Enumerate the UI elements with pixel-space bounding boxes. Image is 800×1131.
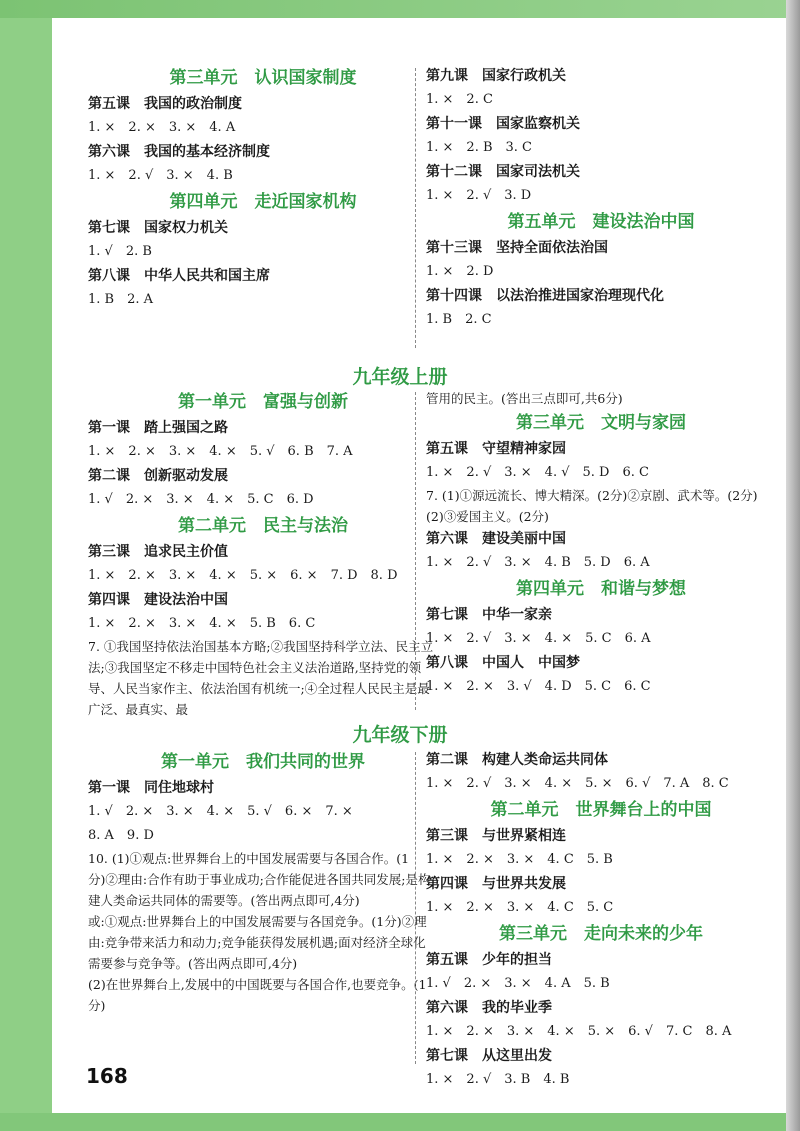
unit-heading: 第二单元 民主与法治 — [178, 516, 348, 536]
answer-line: 1. × 2. × 3. × 4. C 5. C — [426, 900, 614, 915]
answer-line: 1. × 2. √ 3. × 4. × 5. C 6. A — [426, 631, 651, 646]
answer-line: 1. × 2. × 3. √ 4. D 5. C 6. C — [426, 679, 651, 694]
answer-paragraph: (2)③爱国主义。(2分) — [426, 509, 549, 524]
unit-heading: 第四单元 和谐与梦想 — [516, 579, 686, 599]
grade-title-lower: 九年级下册 — [352, 724, 448, 746]
answer-line: 1. √ 2. × 3. × 4. × 5. C 6. D — [88, 492, 314, 507]
page-number: 168 — [86, 1064, 128, 1088]
section1-right-column — [426, 64, 776, 332]
lesson-title: 第二课 创新驱动发展 — [88, 468, 228, 484]
lesson-title: 第九课 国家行政机关 — [426, 68, 566, 84]
lesson-title: 第三课 与世界紧相连 — [426, 828, 566, 844]
lesson-title: 第三课 追求民主价值 — [88, 544, 228, 560]
answer-paragraph: 7. (1)①源远流长、博大精深。(2分)②京剧、武术等。(2分) — [426, 488, 758, 503]
answer-line: 1. × 2. B 3. C — [426, 140, 532, 155]
answer-paragraph: (2)在世界舞台上,发展中的中国既要与各国合作,也要竞争。(1分) — [88, 977, 427, 1013]
answer-line: 1. × 2. √ 3. × 4. B — [88, 168, 233, 183]
lesson-title: 第六课 我的毕业季 — [426, 1000, 552, 1016]
column-divider — [415, 392, 416, 710]
answer-paragraph: 10. (1)①观点:世界舞台上的中国发展需要与各国合作。(1分)②理由:合作有助于事业成功;合作能促进各国共同发展;是构建人类命运共同体的需要等。(答出两点即可,4分) — [88, 851, 431, 908]
column-divider — [415, 752, 416, 1064]
answer-line: 1. × 2. √ 3. D — [426, 188, 532, 203]
answer-line: 1. √ 2. × 3. × 4. × 5. √ 6. × 7. × — [88, 804, 353, 819]
unit-heading: 第四单元 走近国家机构 — [169, 192, 357, 212]
answer-paragraph: 管用的民主。(答出三点即可,共6分) — [426, 391, 623, 406]
lesson-title: 第四课 建设法治中国 — [88, 592, 228, 608]
lesson-title: 第十二课 国家司法机关 — [426, 164, 580, 180]
answer-line: 1. √ 2. B — [88, 244, 152, 259]
lesson-title: 第五课 守望精神家园 — [426, 441, 566, 457]
lesson-title: 第四课 与世界共发展 — [426, 876, 566, 892]
lesson-title: 第八课 中国人 中国梦 — [426, 655, 580, 671]
lesson-title: 第十三课 坚持全面依法治国 — [426, 240, 608, 256]
lesson-title: 第十四课 以法治推进国家治理现代化 — [426, 288, 664, 304]
unit-heading: 第五单元 建设法治中国 — [507, 212, 695, 232]
lesson-title: 第八课 中华人民共和国主席 — [88, 268, 270, 284]
lesson-title: 第十一课 国家监察机关 — [426, 116, 580, 132]
unit-heading: 第一单元 我们共同的世界 — [161, 752, 365, 772]
answer-line: 1. × 2. D — [426, 264, 494, 279]
answer-line: 1. × 2. × 3. × 4. C 5. B — [426, 852, 613, 867]
unit-heading: 第一单元 富强与创新 — [178, 392, 348, 412]
lesson-title: 第七课 从这里出发 — [426, 1048, 552, 1064]
answer-line: 1. × 2. √ 3. × 4. B 5. D 6. A — [426, 555, 650, 570]
unit-heading: 第三单元 走向未来的少年 — [499, 924, 703, 944]
lesson-title: 第五课 我国的政治制度 — [88, 96, 242, 112]
lesson-title: 第七课 中华一家亲 — [426, 607, 552, 623]
answer-line: 1. × 2. × 3. × 4. × 5. × 6. × 7. D 8. D — [88, 568, 398, 583]
section3-right-column — [426, 748, 776, 1092]
answer-line: 1. × 2. × 3. × 4. A — [88, 120, 236, 135]
lesson-title: 第二课 构建人类命运共同体 — [426, 752, 608, 768]
section1-left-column — [88, 64, 438, 312]
answer-paragraph: 7. ①我国坚持依法治国基本方略;②我国坚持科学立法、民主立法;③我国坚定不移走中国特色社会主义法治道路,坚持党的领导、人民当家作主、依法治国有机统一;④全过程人民民主是最广泛、最真实、最 — [88, 639, 434, 717]
answer-line: 1. × 2. √ 3. × 4. × 5. × 6. √ 7. A 8. C — [426, 776, 729, 791]
lesson-title: 第一课 同住地球村 — [88, 780, 214, 796]
unit-heading: 第三单元 文明与家园 — [516, 413, 686, 433]
answer-line: 1. B 2. C — [426, 312, 492, 327]
answer-line: 1. × 2. C — [426, 92, 493, 107]
section2-left-column — [88, 388, 438, 720]
lesson-title: 第七课 国家权力机关 — [88, 220, 228, 236]
answer-line: 1. √ 2. × 3. × 4. A 5. B — [426, 976, 610, 991]
lesson-title: 第一课 踏上强国之路 — [88, 420, 228, 436]
lesson-title: 第五课 少年的担当 — [426, 952, 552, 968]
answer-line: 1. × 2. √ 3. B 4. B — [426, 1072, 570, 1087]
lesson-title: 第六课 建设美丽中国 — [426, 531, 566, 547]
answer-line: 1. × 2. × 3. × 4. × 5. × 6. √ 7. C 8. A — [426, 1024, 732, 1039]
unit-heading: 第三单元 认识国家制度 — [169, 68, 357, 88]
unit-heading: 第二单元 世界舞台上的中国 — [490, 800, 712, 820]
column-divider — [415, 68, 416, 348]
grade-title-upper: 九年级上册 — [352, 366, 448, 388]
answer-line: 1. × 2. × 3. × 4. × 5. B 6. C — [88, 616, 316, 631]
answer-paragraph: 或:①观点:世界舞台上的中国发展需要与各国竞争。(1分)②理由:竞争带来活力和动力;竞争能获得发展机遇;面对经济全球化需要参与竞争等。(答出两点即可,4分) — [88, 914, 427, 971]
answer-line: 1. B 2. A — [88, 292, 154, 307]
answer-line: 1. × 2. × 3. × 4. × 5. √ 6. B 7. A — [88, 444, 353, 459]
answer-line: 1. × 2. √ 3. × 4. √ 5. D 6. C — [426, 465, 649, 480]
lesson-title: 第六课 我国的基本经济制度 — [88, 144, 270, 160]
section2-right-column — [426, 388, 776, 699]
answer-line: 8. A 9. D — [88, 828, 154, 843]
section3-left-column — [88, 748, 438, 1016]
